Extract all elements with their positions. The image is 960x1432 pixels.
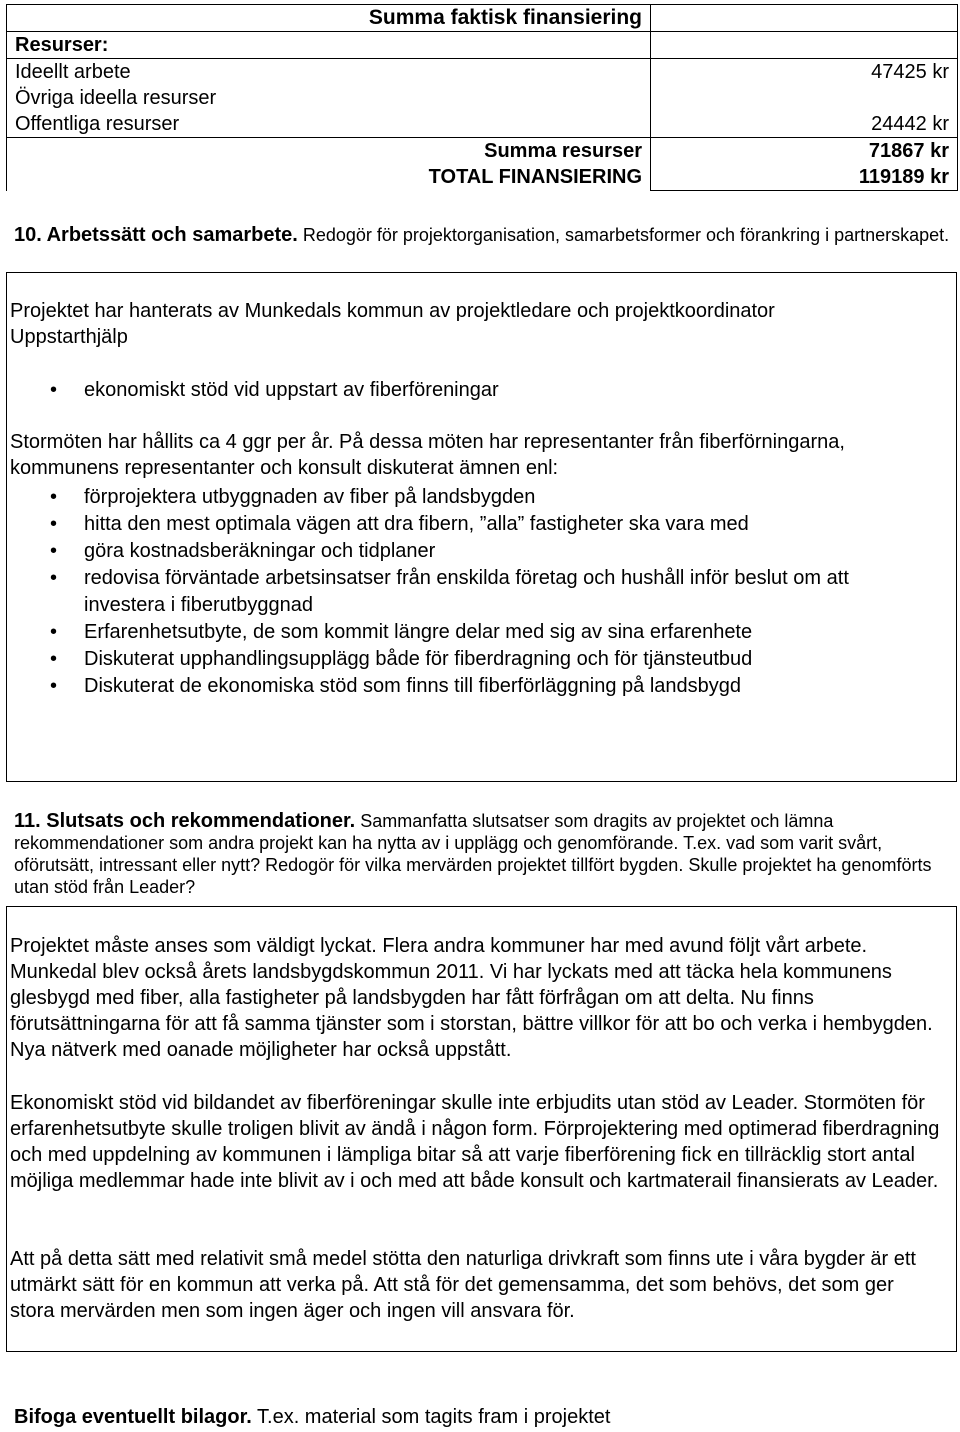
list-item: • redovisa förväntade arbetsinsatser från enskilda företag och hushåll inför beslut om att investera i fiberutbyggnad	[50, 565, 930, 619]
resources-heading: Resurser:	[7, 32, 651, 59]
resource-row-1	[7, 59, 651, 138]
resource-value: 47425 kr	[871, 61, 949, 83]
financing-title: Summa faktisk finansiering	[7, 5, 651, 32]
attachments-note: Bifoga eventuellt bilagor. T.ex. material som tagits fram i projektet	[14, 1406, 611, 1428]
resource-label: Övriga ideella resurser	[15, 87, 217, 109]
resource-label: Offentliga resurser	[15, 113, 180, 135]
sum-label: Summa resurser	[484, 140, 642, 162]
list-item: • hitta den mest optimala vägen att dra fibern, ”alla” fastigheter ska vara med	[50, 511, 930, 538]
meetings-text: Stormöten har hållits ca 4 ggr per år. På dessa möten har representanter från fiberförningarna, kommunens representanter och konsult diskuterat ämnen enl:	[10, 431, 845, 479]
list-item: • Diskuterat de ekonomiska stöd som finns till fiberförläggning på landsbygd	[50, 673, 930, 700]
list-item: • ekonomiskt stöd vid uppstart av fiberföreningar	[50, 377, 499, 404]
sum-value: 71867 kr	[868, 140, 949, 162]
total-label: TOTAL FINANSIERING	[428, 166, 642, 188]
section10-heading: 10. Arbetssätt och samarbete. Redogör för projektorganisation, samarbetsformer och förankring i partnerskapet.	[14, 224, 950, 246]
financing-table	[6, 4, 958, 191]
list-item: • förprojektera utbyggnaden av fiber på landsbygden	[50, 484, 930, 511]
topics-list	[50, 484, 930, 700]
resource-label: Ideellt arbete	[15, 61, 131, 83]
section10-intro: Projektet har hanterats av Munkedals kommun av projektledare och projektkoordinator Uppstarthjälp	[10, 300, 775, 348]
conclusion-paragraph-2: Ekonomiskt stöd vid bildandet av fiberföreningar skulle inte erbjudits utan stöd av Leader. Stormöten för erfarenhetsutbyte skulle troligen blivit av ändå i någon form. Förprojektering med optimerad fiberdragning och med uppdelning av kommunen i lämpliga bitar så att varje fiberförening fick en tillräcklig stort antal möjliga medlemmar hade inte blivit av i och med att både konsult och kartmaterail finansierats av Leader.	[10, 1092, 940, 1192]
list-item: • Diskuterat upphandlingsupplägg både för fiberdragning och för tjänsteutbud	[50, 646, 930, 673]
list-item: • Erfarenhetsutbyte, de som kommit längre delar med sig av sina erfarenhete	[50, 619, 930, 646]
conclusion-paragraph-3: Att på detta sätt med relativit små medel stötta den naturliga drivkraft som finns ute i våra bygder är ett utmärkt sätt för en kommun att verka på. Att stå för det gemensamma, det som behövs, det som ger stora mervärden men som ingen äger och ingen vill ansvara för.	[10, 1248, 916, 1322]
conclusion-paragraph-1: Projektet måste anses som väldigt lyckat. Flera andra kommuner har med avund följt vårt arbete. Munkedal blev också årets landsbygdskommun 2011. Vi har lyckats med att täcka hela kommunens glesbygd med fiber, alla fastigheter på landsbygden har fått förfrågan om att delta. Nu finns förutsättningarna för att få samma tjänster som i storstan, bättre villkor för att bo och verka i hembygden. Nya nätverk med oanade möjligheter har också uppstått.	[10, 935, 933, 1061]
support-list	[50, 377, 499, 404]
resource-value: 24442 kr	[871, 113, 949, 135]
total-value: 119189 kr	[858, 166, 949, 188]
section11-heading: 11. Slutsats och rekommendationer. Sammanfatta slutsatser som dragits av projektet och lämna rekommendationer som andra projekt kan ha nytta av i upplägg och genomförande. T.ex. vad som varit svårt, oförutsätt, intressant eller nytt? Redogör för vilka mervärden projektet tillfört bygden. Skulle projektet ha genomförts utan stöd från Leader?	[14, 810, 932, 897]
list-item: • göra kostnadsberäkningar och tidplaner	[50, 538, 930, 565]
